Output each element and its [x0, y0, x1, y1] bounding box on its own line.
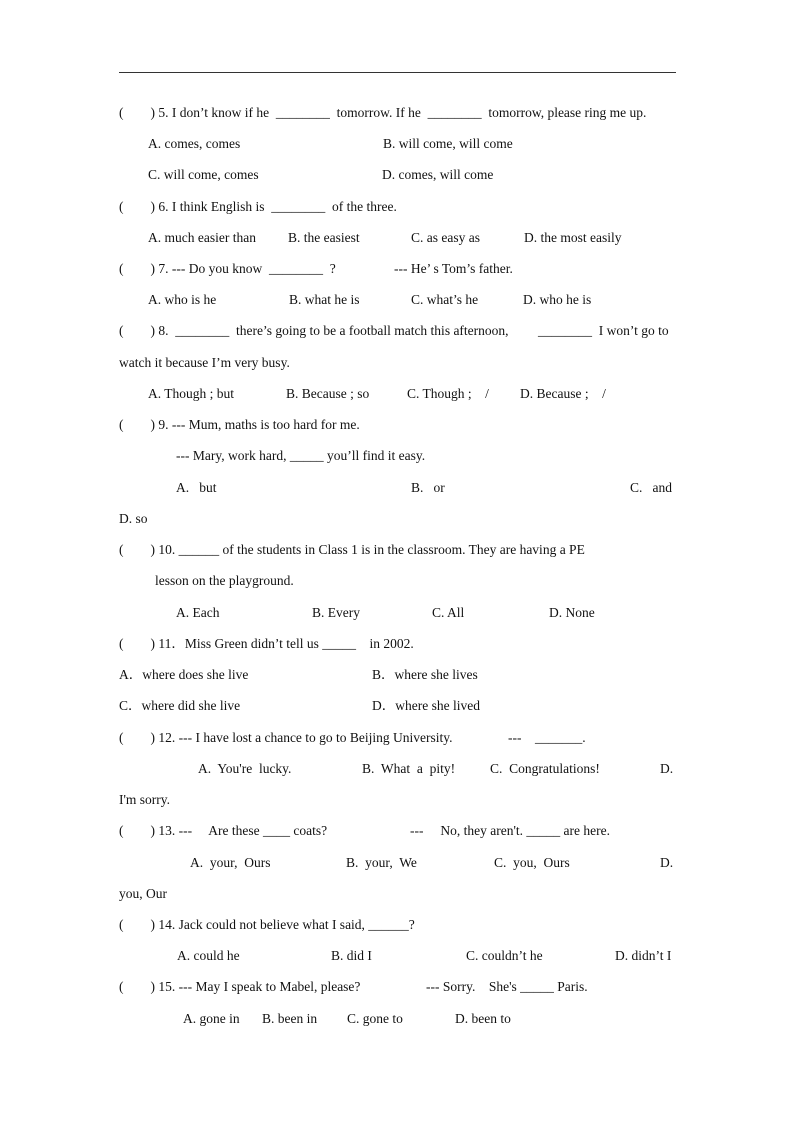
q15-option-b: B. been in	[262, 1011, 318, 1026]
q11-option-c: C．where did she live	[119, 698, 241, 713]
q15-option-c: C. gone to	[347, 1011, 403, 1026]
question-15-response: --- Sorry. She's _____ Paris.	[426, 979, 588, 994]
q10-option-b: B. Every	[312, 605, 360, 620]
question-13-response: --- No, they aren't. _____ are here.	[410, 823, 610, 838]
q5-option-c: C. will come, comes	[148, 167, 259, 182]
q7-option-c: C. what’s he	[411, 292, 479, 307]
q15-option-a: A. gone in	[183, 1011, 240, 1026]
q9-option-c: C. and	[630, 480, 672, 495]
q6-option-d: D. the most easily	[524, 230, 622, 245]
q7-option-a: A. who is he	[148, 292, 217, 307]
question-14: ( ) 14. Jack could not believe what I said, ______?	[119, 917, 415, 932]
question-8-end: ________ I won’t go to	[538, 323, 669, 338]
question-12-response: --- _______.	[508, 730, 586, 745]
q5-option-b: B. will come, will come	[383, 136, 513, 151]
question-10: ( ) 10. ______ of the students in Class 1 is in the classroom. They are having a PE	[119, 542, 585, 557]
q12-option-a: A. You're lucky.	[198, 761, 292, 776]
q14-option-a: A. could he	[177, 948, 240, 963]
q8-option-a: A. Though ; but	[148, 386, 235, 401]
question-6: ( ) 6. I think English is ________ of the three.	[119, 199, 397, 214]
q11-option-d: D．where she lived	[372, 698, 480, 713]
q13-option-d-continuation: you, Our	[119, 886, 167, 901]
q13-option-d: D.	[660, 855, 674, 870]
q14-option-b: B. did I	[331, 948, 372, 963]
q10-option-a: A. Each	[176, 605, 220, 620]
question-11: ( ) 11．Miss Green didn’t tell us _____ in 2002.	[119, 636, 414, 651]
question-8-continuation: watch it because I’m very busy.	[119, 355, 290, 370]
q5-option-a: A. comes, comes	[148, 136, 241, 151]
question-9-response: --- Mary, work hard, _____ you’ll find it easy.	[176, 448, 426, 463]
q8-option-c: C. Though ; /	[407, 386, 489, 401]
q12-option-d-continuation: I'm sorry.	[119, 792, 171, 807]
question-10-continuation: lesson on the playground.	[155, 573, 294, 588]
q13-option-c: C. you, Ours	[494, 855, 570, 870]
question-5: ( ) 5. I don’t know if he ________ tomorrow. If he ________ tomorrow, please ring me up.	[119, 105, 647, 120]
header-rule	[119, 72, 676, 73]
q8-option-d: D. Because ; /	[520, 386, 606, 401]
q6-option-c: C. as easy as	[411, 230, 480, 245]
question-7-response: --- He’ s Tom’s father.	[394, 261, 513, 276]
q9-option-a: A. but	[176, 480, 217, 495]
q12-option-b: B. What a pity!	[362, 761, 456, 776]
question-9: ( ) 9. --- Mum, maths is too hard for me.	[119, 417, 360, 432]
q9-option-b: B. or	[411, 480, 445, 495]
q11-option-a: A．where does she live	[119, 667, 249, 682]
q10-option-c: C. All	[432, 605, 465, 620]
question-15: ( ) 15. --- May I speak to Mabel, please?	[119, 979, 361, 994]
q10-option-d: D. None	[549, 605, 595, 620]
q5-option-d: D. comes, will come	[382, 167, 494, 182]
question-13: ( ) 13. --- Are these ____ coats?	[119, 823, 328, 838]
q6-option-b: B. the easiest	[288, 230, 360, 245]
q11-option-b: B．where she lives	[372, 667, 478, 682]
q8-option-b: B. Because ; so	[286, 386, 370, 401]
q9-option-d: D. so	[119, 511, 148, 526]
question-12: ( ) 12. --- I have lost a chance to go to Beijing University.	[119, 730, 453, 745]
q12-option-d: D.	[660, 761, 674, 776]
q13-option-b: B. your, We	[346, 855, 417, 870]
q6-option-a: A. much easier than	[148, 230, 256, 245]
q7-option-d: D. who he is	[523, 292, 592, 307]
q13-option-a: A. your, Ours	[190, 855, 271, 870]
q14-option-d: D. didn’t I	[615, 948, 672, 963]
q14-option-c: C. couldn’t he	[466, 948, 543, 963]
question-8: ( ) 8. ________ there’s going to be a football match this afternoon,	[119, 323, 509, 338]
q7-option-b: B. what he is	[289, 292, 360, 307]
q15-option-d: D. been to	[455, 1011, 511, 1026]
q12-option-c: C. Congratulations!	[490, 761, 600, 776]
question-7: ( ) 7. --- Do you know ________ ?	[119, 261, 336, 276]
